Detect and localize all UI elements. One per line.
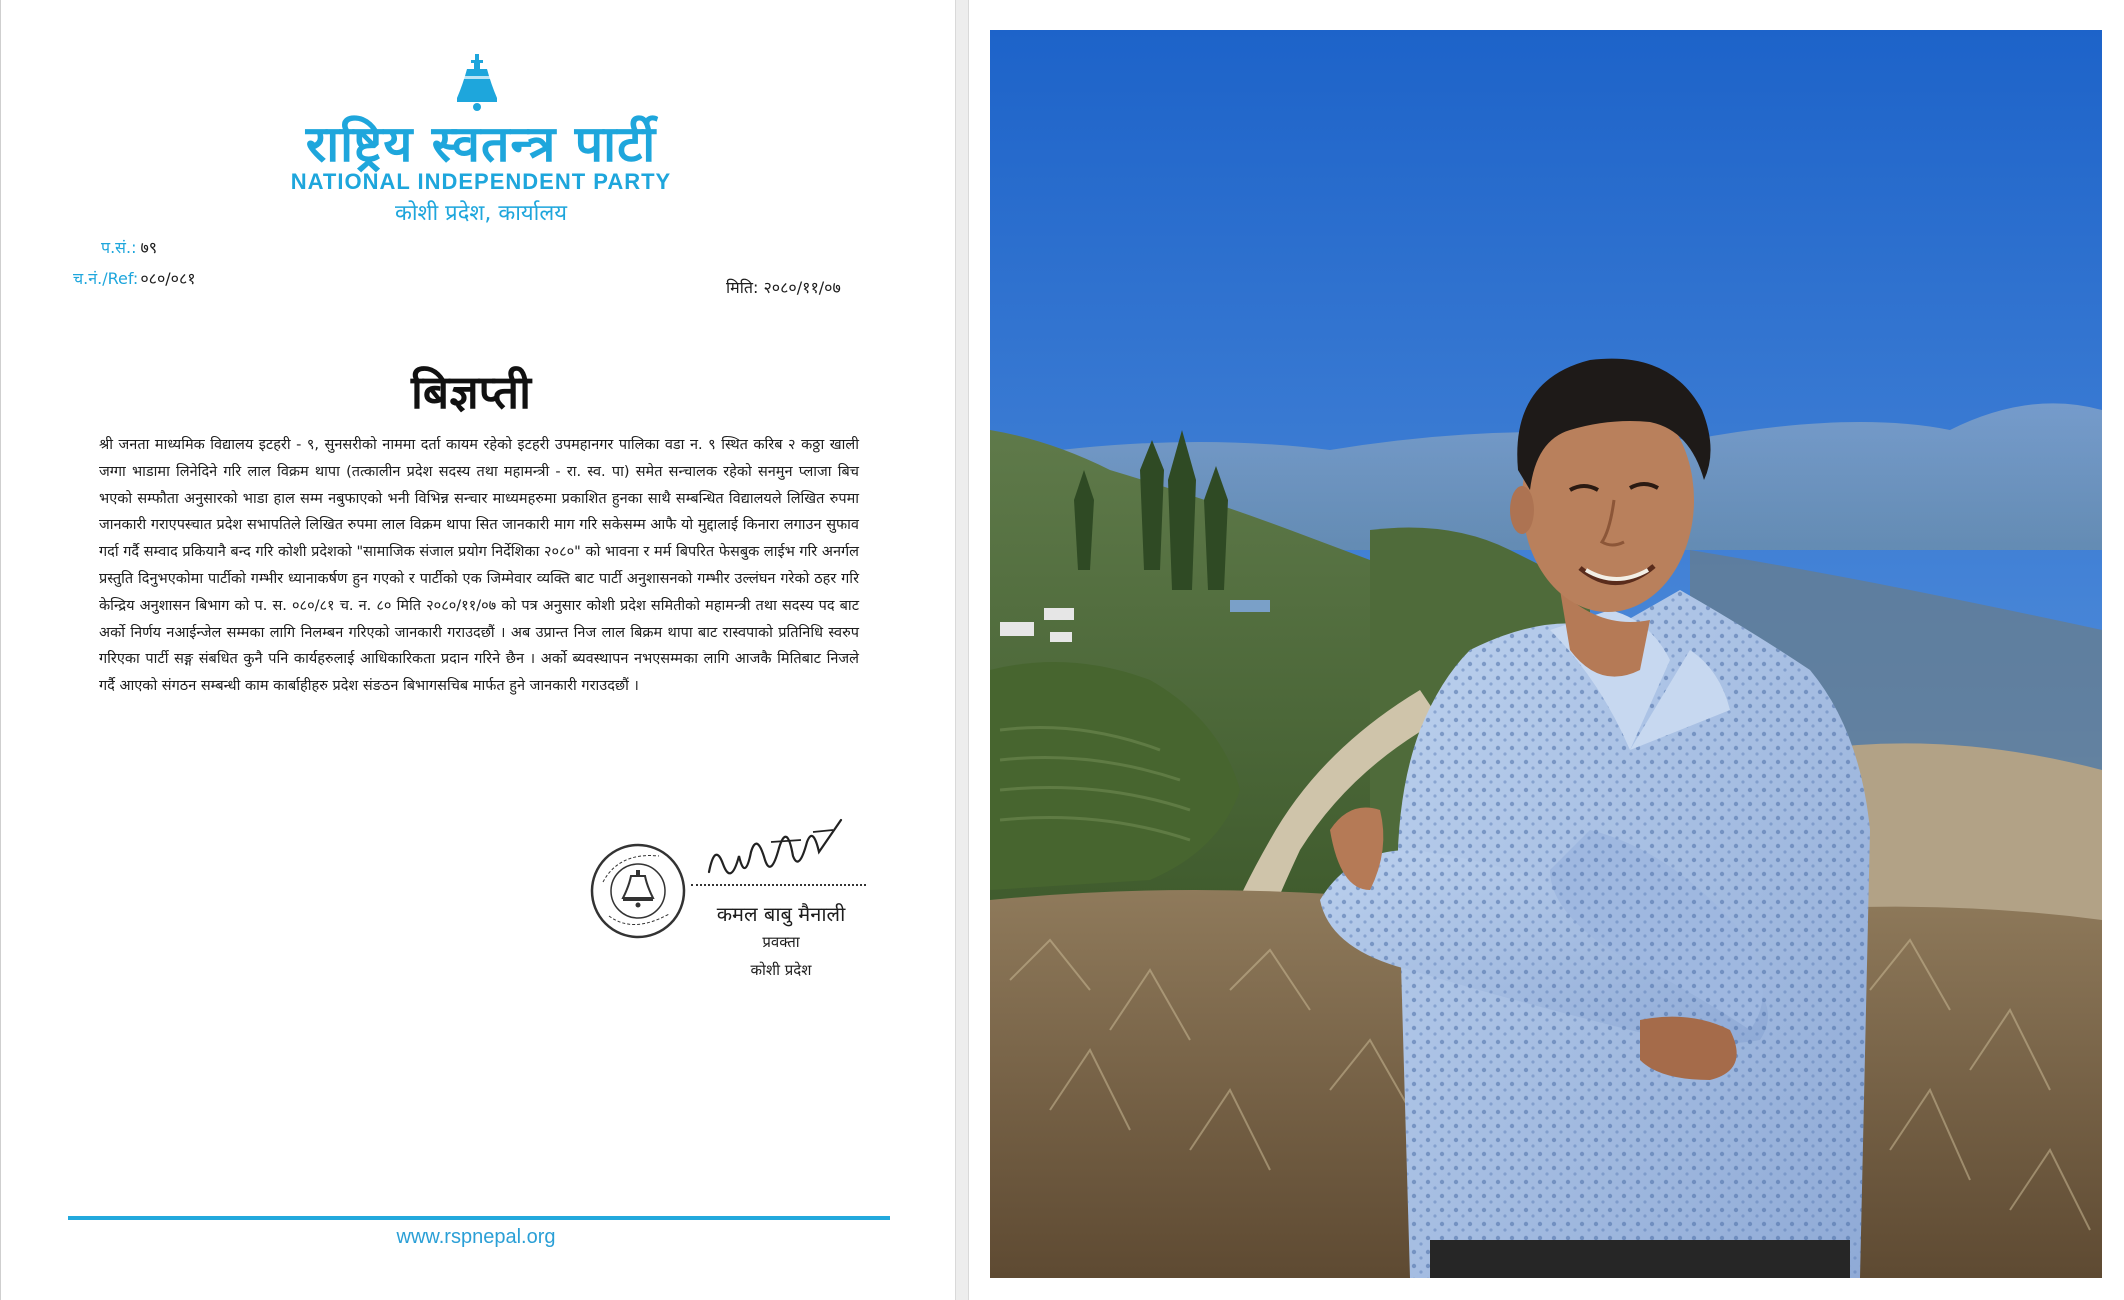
bell-logo-icon	[453, 54, 501, 114]
party-name-nepali: राष्ट्रिय स्वतन्त्र पार्टी	[305, 115, 657, 173]
letter-number	[101, 236, 157, 258]
page-gutter	[955, 0, 969, 1300]
reference-value: ०८०/०८१	[140, 269, 196, 288]
party-name-english: NATIONAL INDEPENDENT PARTY	[290, 169, 672, 194]
office-name: कोशी प्रदेश, कार्यालय	[394, 201, 568, 226]
signer-name: कमल बाबु मैनाली	[716, 902, 846, 926]
signature-line	[691, 884, 866, 886]
press-release-letter	[0, 0, 955, 1300]
signer-region: कोशी प्रदेश	[750, 961, 812, 979]
portrait-illustration	[990, 30, 2102, 1278]
reference-label: च.नं./Ref:	[73, 269, 139, 288]
footer-divider	[68, 1216, 890, 1220]
letter-number-label: प.सं.:	[101, 238, 137, 257]
letter-date: मिति: २०८०/११/०७	[726, 278, 841, 297]
letter-number-value: ७९	[140, 238, 158, 257]
portrait-photo	[990, 30, 2102, 1278]
reference-number	[73, 267, 196, 289]
notice-heading: बिज्ञप्ती	[411, 365, 531, 419]
notice-body: श्री जनता माध्यमिक विद्यालय इटहरी - ९, सुनसरीको नाममा दर्ता कायम रहेको इटहरी उपमहानगर पालिका वडा न. ९ स्थित करिब २ कठ्ठा खाली जग्गा भाडामा लिनेदिने गरि लाल विक्रम थापा (तत्कालीन प्रदेश सदस्य तथा महामन्त्री - रा. स्व. पा) समेत सन्चालक रहेको सनमुन प्लाजा बिच भएको सम्फौता अनुसारको भाडा हाल सम्म नबुफाएको भनी विभिन्न सन्चार माध्यमहरुमा प्रकाशित हुनका साथै सम्बन्धित विद्यालयले लिखित रुपमा जानकारी गराएपस्चात प्रदेश सभापतिले लिखित रुपमा लाल विक्रम थापा सित जानकारी माग गरि सकेसम्म आफै यो मुद्दालाई किनारा लगाउन सुफाव गर्दा गर्दै सम्वाद प्रकियानै बन्द गरि कोशी प्रदेशको "सामाजिक संजाल प्रयोग निर्देशिका २०८०" को भावना र मर्म बिपरित फेसबुक लाईभ गरि अनर्गल प्रस्तुति दिनुभएकोमा पार्टीको गम्भीर ध्यानाकर्षण हुन गएको र पार्टीको एक जिम्मेवार व्यक्ति बाट पार्टी अनुशासनको गम्भीर उल्लंघन गरेको ठहर गरि केन्द्रिय अनुशासन बिभाग को प. स. ०८०/८१ च. न. ८० मिति २०८०/११/०७ को पत्र अनुसार कोशी प्रदेश समितीको महामन्त्री तथा सदस्य पद बाट अर्को निर्णय नआईन्जेल सम्मका लागि निलम्बन गरिएको जानकारी गराउदछौं । अब उप्रान्त निज लाल बिक्रम थापा बाट रास्वपाको प्रतिनिधि स्वरुप गरिएका पार्टी सङ्ग संबधित कुनै पनि कार्यहरुलाई आधिकारिकता प्रदान गरिने छैन । अर्को ब्यवस्थापन नभएसम्मका लागि आजकै मितिबाट निजले गर्दै आएको संगठन सम्बन्धी काम कार्बाहीहरु प्रदेश संङठन बिभागसचिब मार्फत हुने जानकारी गराउदछौं ।	[99, 437, 859, 695]
handwritten-signature	[701, 812, 851, 892]
party-seal-stamp	[589, 842, 687, 940]
website-link[interactable]: www.rspnepal.org	[396, 1226, 556, 1248]
signer-role: प्रवक्ता	[762, 933, 800, 951]
